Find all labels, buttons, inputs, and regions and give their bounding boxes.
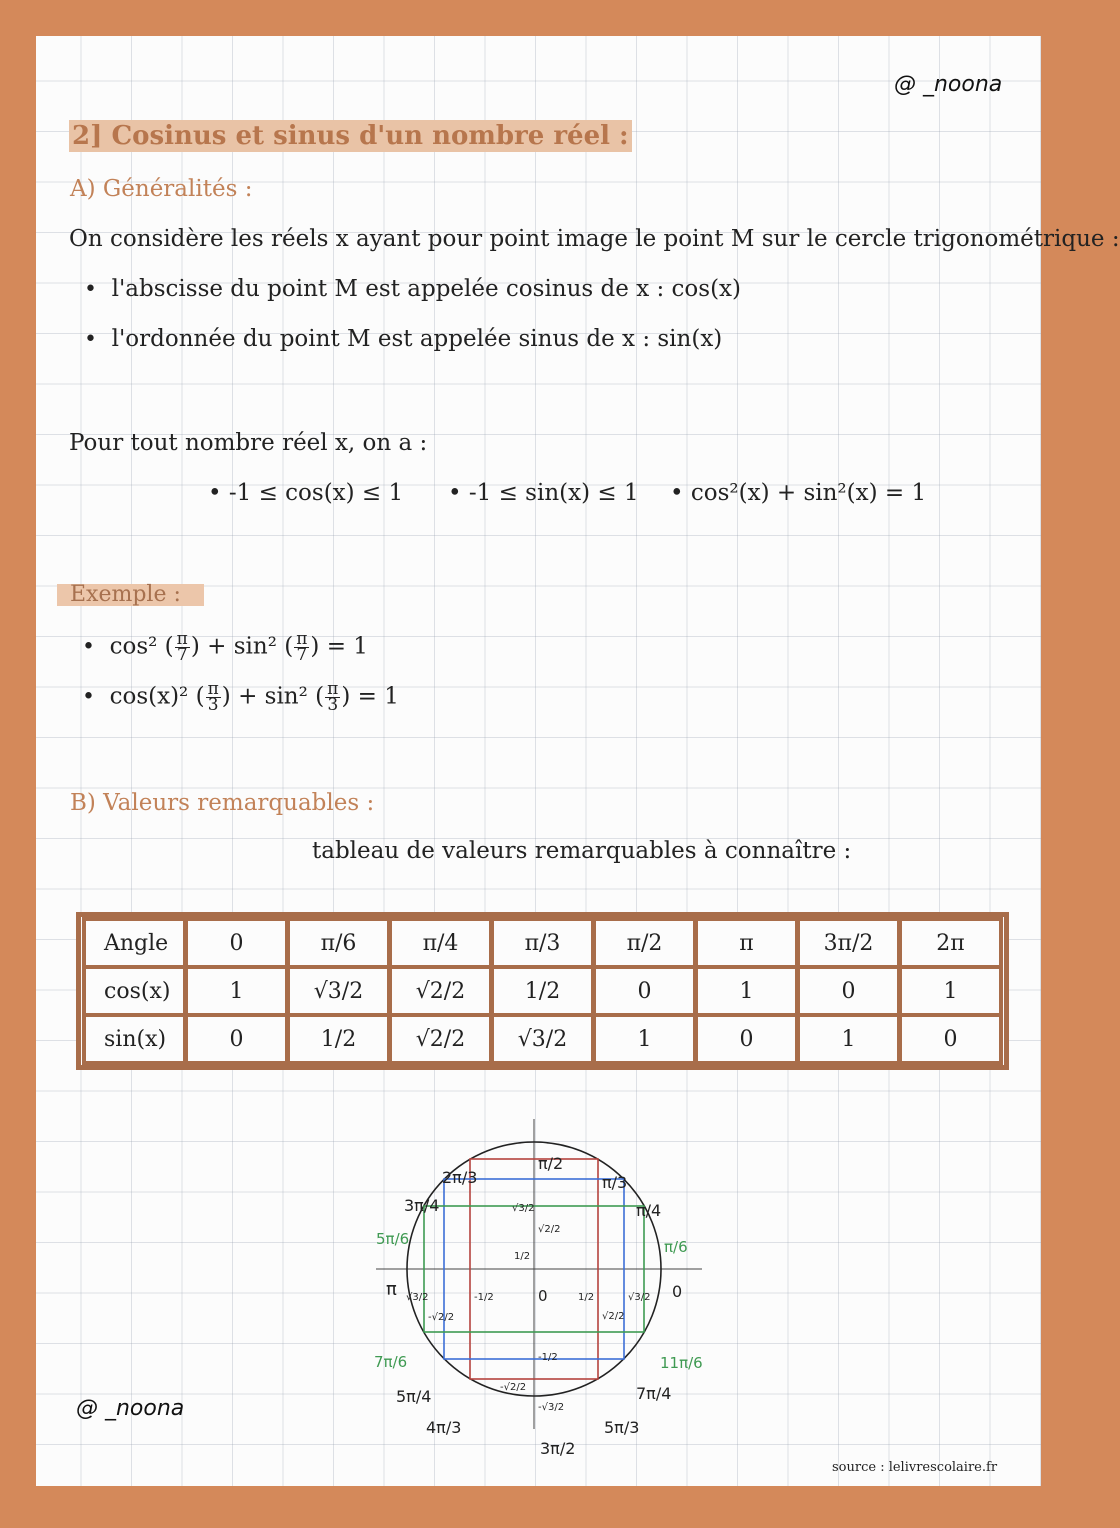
bullet-cosinus: [84, 276, 741, 302]
property-pythagoras: • cos²(x) + sin²(x) = 1: [670, 480, 927, 506]
angle-label: 4π/3: [426, 1418, 462, 1437]
table-cell: 1: [698, 969, 795, 1013]
bullet-cosinus-text: l'abscisse du point M est appelée cosinus de x : cos(x): [111, 276, 741, 302]
table-cell: cos(x): [86, 969, 183, 1013]
trig-circle-diagram: [366, 1111, 746, 1458]
value-label: 1/2: [514, 1251, 531, 1262]
angle-label: 5π/3: [604, 1418, 640, 1437]
angle-label: 5π/4: [396, 1387, 432, 1406]
fraction-numerator: π: [296, 629, 308, 649]
notebook-page: [36, 36, 1120, 1486]
table-cell: π/2: [596, 921, 693, 965]
bullet-sinus: [84, 326, 722, 352]
example-line-1: • cos² ( $\frac{\pi}{7}$ ) + sin² ( $\frac{\pi}{7}$ ) = 1: [82, 629, 368, 665]
example-label: Exemple :: [57, 584, 204, 606]
table-cell: 0: [596, 969, 693, 1013]
table-cell: 3π/2: [800, 921, 897, 965]
angle-label: 2π/3: [442, 1168, 478, 1187]
table-cell: π/3: [494, 921, 591, 965]
table-row-cos: [86, 969, 999, 1013]
value-label: √3/2: [628, 1292, 651, 1303]
angle-label: 11π/6: [660, 1354, 703, 1372]
angle-label: 3π/2: [540, 1439, 576, 1458]
property-cos-bound: • -1 ≤ cos(x) ≤ 1: [208, 480, 404, 506]
table-cell: π/6: [290, 921, 387, 965]
example-line-2: • cos(x)² ( $\frac{\pi}{3}$ ) + sin² ( $\frac{\pi}{3}$ ) = 1: [82, 679, 399, 715]
table-row-angle: [86, 921, 999, 965]
table-cell: sin(x): [86, 1017, 183, 1061]
value-label: 0: [538, 1287, 548, 1305]
value-label: -√2/2: [428, 1312, 455, 1323]
fraction-numerator: π: [327, 679, 339, 699]
angle-label: π/4: [636, 1201, 662, 1220]
value-label: -1/2: [474, 1292, 494, 1303]
bullet-dot: •: [82, 634, 95, 660]
fraction: [175, 629, 190, 665]
angle-label: π/6: [664, 1238, 688, 1256]
table-cell: √3/2: [290, 969, 387, 1013]
table-cell: 1/2: [290, 1017, 387, 1061]
subtitle-generalites: A) Généralités :: [70, 176, 253, 202]
angle-label: 7π/4: [636, 1384, 672, 1403]
table-cell: π/4: [392, 921, 489, 965]
table-cell: √2/2: [392, 969, 489, 1013]
table-caption: tableau de valeurs remarquables à connaître :: [312, 838, 852, 864]
fraction-denominator: 7: [176, 645, 188, 665]
value-label: -√3/2: [538, 1402, 565, 1413]
angle-label: 0: [672, 1282, 683, 1301]
fraction: [206, 679, 221, 715]
table-cell: 1: [188, 969, 285, 1013]
for-all-text: Pour tout nombre réel x, on a :: [69, 430, 428, 456]
watermark-top: @ _noona: [894, 72, 1003, 97]
source-credit: source : lelivrescolaire.fr: [832, 1460, 998, 1475]
bullet-dot: •: [84, 277, 97, 302]
table-cell: √2/2: [392, 1017, 489, 1061]
angle-label: π: [386, 1279, 397, 1300]
value-label: -√2/2: [500, 1382, 527, 1393]
table-cell: 0: [188, 921, 285, 965]
table-cell: 1: [800, 1017, 897, 1061]
table-row-sin: [86, 1017, 999, 1061]
value-label: √3/2: [512, 1203, 535, 1214]
example-2-sin: + sin²: [238, 683, 308, 710]
bullet-sinus-text: l'ordonnée du point M est appelée sinus de x : sin(x): [111, 326, 723, 352]
table-cell: π: [698, 921, 795, 965]
fraction-numerator: π: [176, 629, 188, 649]
value-label: -1/2: [538, 1352, 558, 1363]
fraction-denominator: 3: [327, 695, 339, 715]
table-cell: Angle: [86, 921, 183, 965]
example-1-cos: cos²: [109, 633, 158, 660]
values-table: [76, 912, 1009, 1070]
table-cell: √3/2: [494, 1017, 591, 1061]
bullet-dot: •: [82, 684, 95, 710]
table-cell: 0: [902, 1017, 999, 1061]
value-label: √2/2: [602, 1311, 625, 1322]
bullet-dot: •: [84, 327, 97, 352]
angle-label: 5π/6: [376, 1230, 410, 1248]
value-label: √2/2: [538, 1224, 561, 1235]
example-2-eq: = 1: [357, 683, 399, 710]
value-label: 1/2: [578, 1292, 595, 1303]
example-2-cos: cos(x)²: [109, 683, 189, 710]
table-cell: 2π: [902, 921, 999, 965]
property-sin-bound: • -1 ≤ sin(x) ≤ 1: [448, 480, 639, 506]
example-1-eq: = 1: [326, 633, 368, 660]
fraction: [325, 679, 340, 715]
intro-text: On considère les réels x ayant pour point image le point M sur le cercle trigonométrique :: [69, 226, 1120, 252]
angle-label: π/2: [538, 1154, 564, 1173]
table-cell: 0: [188, 1017, 285, 1061]
table-cell: 0: [698, 1017, 795, 1061]
table-cell: 0: [800, 969, 897, 1013]
example-1-sin: + sin²: [207, 633, 277, 660]
watermark-bottom: @ _noona: [76, 1396, 185, 1421]
table-cell: 1: [902, 969, 999, 1013]
fraction-denominator: 3: [207, 695, 219, 715]
angle-label: 7π/6: [374, 1353, 408, 1371]
fraction-denominator: 7: [296, 645, 308, 665]
fraction-numerator: π: [207, 679, 219, 699]
angle-label: 3π/4: [404, 1196, 440, 1215]
value-label: √3/2: [406, 1292, 429, 1303]
table-cell: 1/2: [494, 969, 591, 1013]
table-cell: 1: [596, 1017, 693, 1061]
fraction: [294, 629, 309, 665]
angle-label: π/3: [602, 1173, 628, 1192]
section-title: 2] Cosinus et sinus d'un nombre réel :: [69, 120, 632, 152]
subtitle-valeurs: B) Valeurs remarquables :: [70, 790, 375, 816]
